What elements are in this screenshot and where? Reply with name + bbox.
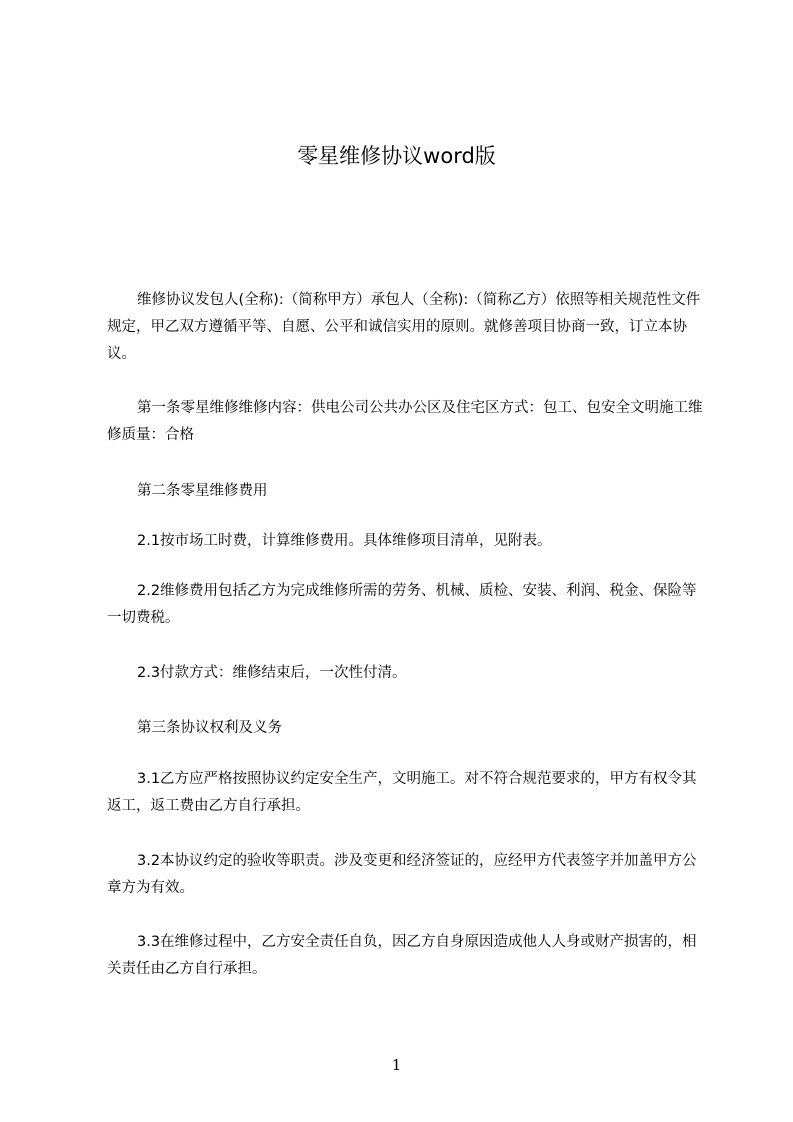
paragraph-text: 2.3付款方式：维修结束后，一次性付清。 bbox=[137, 665, 407, 681]
paragraph-text: 第三条协议权利及义务 bbox=[137, 720, 282, 736]
heading-article-2 bbox=[107, 478, 703, 505]
paragraph-text: 3.2本协议约定的验收等职责。涉及变更和经济签证的，应经甲方代表签字并加盖甲方公章方为有效。 bbox=[107, 853, 697, 896]
paragraph-article-1 bbox=[107, 395, 703, 449]
paragraph-text: 第二条零星维修费用 bbox=[137, 483, 268, 499]
paragraph-3-1 bbox=[107, 766, 703, 820]
paragraph-2-3 bbox=[107, 660, 703, 687]
heading-article-3 bbox=[107, 715, 703, 742]
paragraph-intro bbox=[107, 287, 703, 368]
paragraph-3-3 bbox=[107, 929, 703, 983]
paragraph-text: 2.2维修费用包括乙方为完成维修所需的劳务、机械、质检、安装、利润、税金、保险等一切费税。 bbox=[107, 583, 697, 626]
paragraph-text: 2.1按市场工时费，计算维修费用。具体维修项目清单，见附表。 bbox=[137, 533, 552, 549]
paragraph-text: 3.3在维修过程中，乙方安全责任自负，因乙方自身原因造成他人人身或财产损害的，相关责任由乙方自行承担。 bbox=[107, 934, 697, 977]
paragraph-2-2 bbox=[107, 578, 703, 632]
paragraph-text: 3.1乙方应严格按照协议约定安全生产，文明施工。对不符合规范要求的，甲方有权令其返工，返工费由乙方自行承担。 bbox=[107, 771, 697, 814]
paragraph-text: 维修协议发包人(全称):（简称甲方）承包人（全称):（简称乙方）依照等相关规范性文件规定，甲乙双方遵循平等、自愿、公平和诚信实用的原则。就修善项目协商一致，订立本协议。 bbox=[107, 292, 701, 362]
document-title: 零星维修协议word版 bbox=[297, 144, 496, 168]
page-number: 1 bbox=[391, 1056, 402, 1074]
paragraph-text: 第一条零星维修维修内容：供电公司公共办公区及住宅区方式：包工、包安全文明施工维修质量：合格 bbox=[107, 400, 703, 443]
paragraph-3-2 bbox=[107, 848, 703, 902]
paragraph-2-1 bbox=[107, 528, 703, 555]
